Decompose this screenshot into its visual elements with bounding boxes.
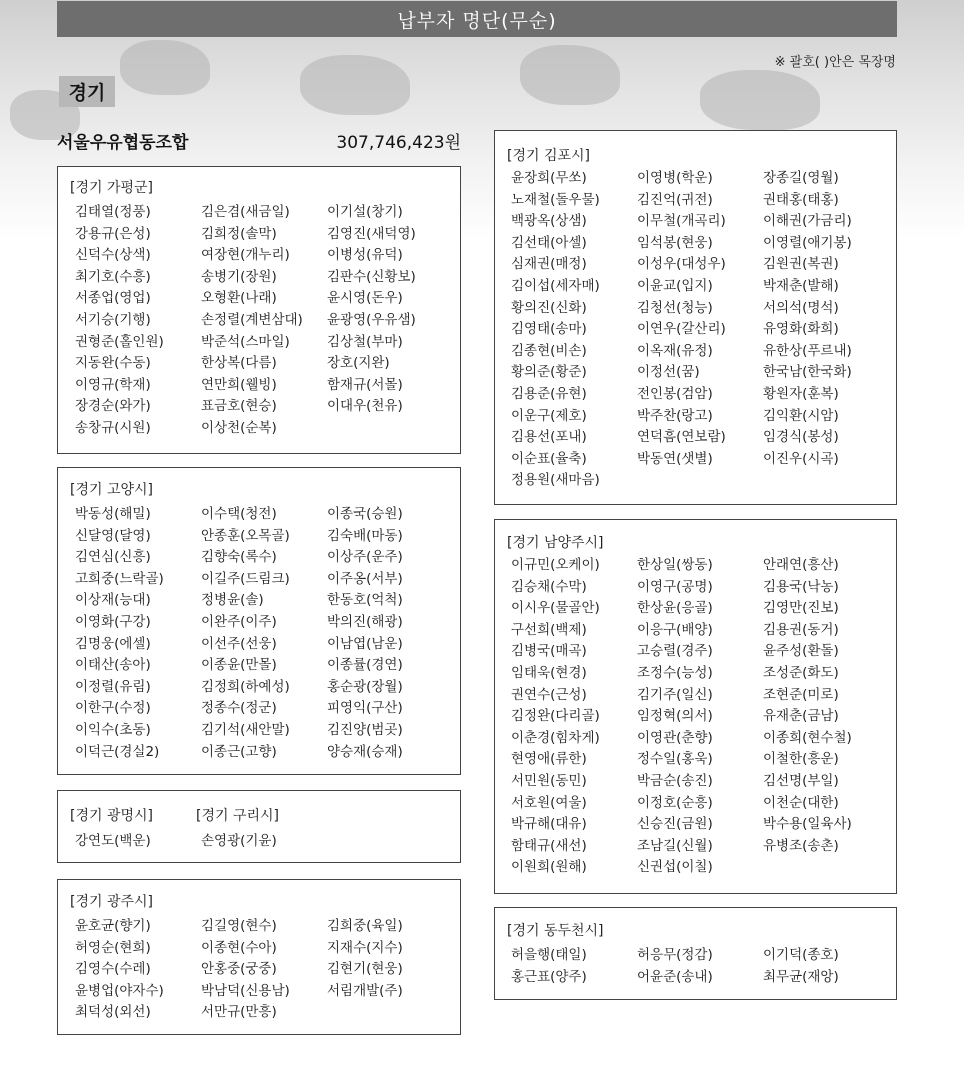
page-title-text: 납부자 명단(무순) [397,9,557,32]
payer-name: 안래연(흥산) [763,557,839,573]
section-gwangju [57,879,461,1035]
payer-name: 이시우(물골안) [511,600,600,617]
payer-name: 김향숙(록수) [201,549,277,566]
payer-name: 권연수(근성) [511,686,587,703]
payer-name: 장경순(와가) [75,398,151,415]
payer-name: 황의진(신화) [511,299,587,316]
payer-name: 김선태(아셀) [511,234,587,251]
section-gapyeong [57,166,461,454]
section-title: [경기 구리시] [196,808,279,824]
payer-name: 최기호(수흥) [75,268,151,285]
payer-name: 김익환(시암) [763,407,839,424]
payer-name: 이운구(제호) [511,407,587,424]
payer-name: 고희중(느락골) [75,570,164,587]
cow-silhouette [300,55,410,115]
payer-name: 이대우(천유) [327,398,403,415]
payer-name: 최무균(재앙) [763,968,839,985]
cow-silhouette [120,40,210,95]
payer-name: 이영구(공명) [637,578,713,595]
payer-name: 이종국(승원) [327,506,403,522]
cow-silhouette [520,45,620,105]
payer-name: 이응구(배양) [637,621,713,638]
payer-name: 표금호(현승) [201,398,277,415]
payer-name: 이종현(수아) [201,939,277,956]
section-title: [경기 김포시] [507,148,590,164]
payer-name: 조남길(신월) [637,837,713,854]
name-list [201,831,327,853]
bracket-note: ※ 괄호( )안은 목장명 [774,55,896,70]
payer-name: 김진억(귀전) [637,191,713,208]
payer-name: 이옥재(유정) [637,342,713,359]
payer-name: 이천순(대한) [763,794,839,811]
cow-silhouette [700,70,820,130]
payer-name: 이영규(학재) [75,376,151,393]
payer-name: 이주옹(서부) [327,570,403,587]
payer-name: 김선명(부일) [763,772,839,789]
payer-name: 박동성(해밀) [75,506,151,522]
payer-name: 김종현(비손) [511,342,587,359]
section-title: [경기 동두천시] [507,923,604,939]
payer-name: 박남덕(신용남) [201,982,290,999]
payer-name: 백광옥(상샘) [511,213,587,230]
payer-name: 조현준(미로) [763,686,839,703]
section-gimpo [494,130,897,505]
payer-name: 권태홍(태홍) [763,191,839,208]
payer-name: 신승진(금원) [637,816,713,833]
section-namyangju [494,519,897,894]
payer-name: 이영병(학운) [637,170,713,186]
name-list [75,504,453,763]
payer-name: 조성준(화도) [763,664,839,681]
section-gwangmyeong-guri [57,790,461,863]
name-list [511,168,889,492]
payer-name: 이상재(능대) [75,592,151,609]
payer-name: 서만규(만흥) [201,1004,277,1021]
section-title: [경기 가평군] [70,180,153,196]
name-list [75,831,201,853]
payer-name: 한상일(쌍동) [637,557,713,573]
payer-name: 이기설(창기) [327,204,403,220]
payer-name: 한국남(한국화) [763,364,852,381]
payer-name: 강연도(백운) [75,833,151,849]
payer-name: 윤광영(우유샘) [327,311,416,328]
payer-name: 김용권(동거) [763,621,839,638]
payer-name: 오형환(나래) [201,290,277,307]
union-summary [57,128,461,153]
payer-name: 노재철(돌우물) [511,191,600,208]
payer-name: 한상복(다름) [201,355,277,372]
payer-name: 이영렬(애기봉) [763,234,852,251]
payer-name: 안홍중(궁중) [201,961,277,978]
page-title [57,1,897,37]
payer-name: 함태규(새선) [511,837,587,854]
payer-name: 김은겸(새금일) [201,204,290,220]
payer-name: 김명웅(에셀) [75,635,151,652]
payer-name: 김숙배(마동) [327,527,403,544]
payer-name: 윤병업(야자수) [75,982,164,999]
payer-name: 김길영(현수) [201,918,277,934]
payer-name: 김정완(다리골) [511,708,600,725]
payer-name: 김승채(수막) [511,578,587,595]
payer-name: 김희중(육일) [327,918,403,934]
payer-name: 박동연(샛별) [637,450,713,467]
region-label: 경기 [59,76,115,107]
payer-name: 김청선(청능) [637,299,713,316]
payer-name: 손정렬(계변삼대) [201,311,303,328]
payer-name: 이선주(선웅) [201,635,277,652]
payer-name: 김용국(낙농) [763,578,839,595]
payer-name: 김원권(복권) [763,256,839,273]
payer-name: 김영태(송마) [511,321,587,338]
payer-name: 홍근표(양주) [511,968,587,985]
payer-name: 최덕성(외선) [75,1004,151,1021]
payer-name: 전인봉(검암) [637,385,713,402]
section-goyang [57,467,461,775]
payer-name: 이영화(구강) [75,613,151,630]
payer-name: 윤시영(돈우) [327,290,403,307]
payer-name: 정수일(홍욱) [637,751,713,768]
payer-name: 이병성(유덕) [327,247,403,264]
payer-name: 신덕수(상색) [75,247,151,264]
payer-name: 서민원(동민) [511,772,587,789]
payer-name: 이진우(시곡) [763,450,839,467]
payer-name: 이종률(경연) [327,657,403,674]
payer-name: 김태열(정풍) [75,204,151,220]
payer-name: 윤장희(무쏘) [511,170,587,186]
payer-name: 이길주(드림크) [201,570,290,587]
payer-name: 박준석(스마일) [201,333,290,350]
payer-name: 임정혁(의서) [637,708,713,725]
payer-name: 이상천(순복) [201,419,277,436]
section-title: [경기 광주시] [70,894,153,910]
payer-name: 이수택(청전) [201,506,277,522]
payer-name: 김희정(솔막) [201,225,277,242]
payer-name: 유한상(푸르내) [763,342,852,359]
payer-name: 유영화(화희) [763,321,839,338]
payer-name: 임태욱(현경) [511,664,587,681]
payer-name: 허응무(정감) [637,947,713,963]
union-name: 서울우유협동조합 [57,133,189,153]
payer-name: 양승재(승재) [327,743,403,760]
payer-name: 김영수(수레) [75,961,151,978]
payer-name: 권형준(홀인원) [75,333,164,350]
section-dongducheon [494,907,897,1000]
payer-name: 김정희(하예성) [201,678,290,695]
payer-name: 김상철(부마) [327,333,403,350]
payer-name: 이종희(현수철) [763,729,852,746]
payer-name: 이성우(대성우) [637,256,726,273]
payer-name: 한상윤(응골) [637,600,713,617]
payer-name: 이철한(흥운) [763,751,839,768]
payer-name: 서호원(여울) [511,794,587,811]
payer-name: 이한구(수정) [75,700,151,717]
payer-name: 장호(지완) [327,355,390,372]
payer-name: 조정수(능성) [637,664,713,681]
payer-name: 안종훈(오목골) [201,527,290,544]
payer-name: 허을행(태일) [511,947,587,963]
payer-name: 김영만(진보) [763,600,839,617]
payer-name: 이무철(개곡리) [637,213,726,230]
name-list [75,916,453,1024]
payer-name: 현영애(류한) [511,751,587,768]
name-list [511,555,889,879]
payer-name: 심재권(매정) [511,256,587,273]
payer-name: 구선희(백제) [511,621,587,638]
payer-name: 이태산(송아) [75,657,151,674]
payer-name: 김이섭(세자매) [511,277,600,294]
payer-name: 서림개발(주) [327,982,403,999]
payer-name: 신달영(달영) [75,527,151,544]
payer-name: 이영관(춘향) [637,729,713,746]
payer-name: 이연우(갈산리) [637,321,726,338]
payer-name: 이익수(초동) [75,721,151,738]
payer-name: 서의석(명석) [763,299,839,316]
payer-name: 서기승(기행) [75,311,151,328]
payer-name: 이덕근(경실2) [75,743,160,760]
payer-name: 강용규(은성) [75,225,151,242]
payer-name: 연만희(웰빙) [201,376,277,393]
payer-name: 황의준(황준) [511,364,587,381]
payer-name: 박재춘(발해) [763,277,839,294]
payer-name: 이순표(율축) [511,450,587,467]
payer-name: 김연심(신흥) [75,549,151,566]
payer-name: 박금순(송진) [637,772,713,789]
payer-name: 이종근(고향) [201,743,277,760]
payer-name: 이윤교(입지) [637,277,713,294]
payer-name: 박의진(해광) [327,613,403,630]
section-title: [경기 고양시] [70,482,153,498]
payer-name: 함재규(서몰) [327,376,403,393]
payer-name: 여장현(개누리) [201,247,290,264]
payer-name: 이정선(꿈) [637,364,700,381]
payer-name: 이정호(순흥) [637,794,713,811]
payer-name: 김기석(새안말) [201,721,290,738]
payer-name: 이기덕(종호) [763,947,839,963]
payer-name: 김진양(범곳) [327,721,403,738]
payer-name: 장종길(영월) [763,170,839,186]
payer-name: 손영광(기윤) [201,833,277,849]
payer-name: 김영진(새덕영) [327,225,416,242]
payer-name: 박주찬(랑고) [637,407,713,424]
payer-name: 임경식(봉성) [763,429,839,446]
payer-name: 송병기(장원) [201,268,277,285]
payer-name: 송창규(시원) [75,419,151,436]
payer-name: 유병조(송촌) [763,837,839,854]
payer-name: 서종업(영업) [75,290,151,307]
payer-name: 김기주(일신) [637,686,713,703]
payer-name: 고승렬(경주) [637,643,713,660]
payer-name: 김용선(포내) [511,429,587,446]
payer-name: 정종수(정군) [201,700,277,717]
payer-name: 유재춘(금남) [763,708,839,725]
payer-name: 윤주성(환돌) [763,643,839,660]
payer-name: 이원희(원해) [511,859,587,876]
payer-name: 정병윤(솔) [201,592,264,609]
payer-name: 김현기(현웅) [327,961,403,978]
payer-name: 홍순광(장월) [327,678,403,695]
payer-name: 김용준(유현) [511,385,587,402]
payer-name: 허영순(현희) [75,939,151,956]
payer-name: 이해권(가금리) [763,213,852,230]
payer-name: 이규민(오케이) [511,557,600,573]
union-amount: 307,746,423원 [336,133,461,153]
payer-name: 이정렬(유림) [75,678,151,695]
payer-name: 지재수(지수) [327,939,403,956]
payer-name: 이상주(운주) [327,549,403,566]
name-list [511,945,889,988]
payer-name: 이남엽(남운) [327,635,403,652]
payer-name: 김판수(신황보) [327,268,416,285]
payer-name: 박규해(대유) [511,816,587,833]
payer-name: 신권섭(이칠) [637,859,713,876]
payer-name: 황원자(훈복) [763,385,839,402]
payer-name: 임석봉(현웅) [637,234,713,251]
payer-name: 지동완(수동) [75,355,151,372]
section-title: [경기 광명시] [70,808,153,824]
section-title: [경기 남양주시] [507,535,604,551]
payer-name: 박수용(일육사) [763,816,852,833]
name-list [75,202,453,440]
payer-name: 어윤준(송내) [637,968,713,985]
payer-name: 이종윤(만몰) [201,657,277,674]
payer-name: 정용원(새마음) [511,472,600,489]
payer-name: 피영익(구산) [327,700,403,717]
payer-name: 한동호(억척) [327,592,403,609]
payer-name: 이춘경(힘차게) [511,729,600,746]
payer-name: 이완주(이주) [201,613,277,630]
payer-name: 연덕흠(연보람) [637,429,726,446]
payer-name: 김병국(매곡) [511,643,587,660]
payer-name: 윤호균(향기) [75,918,151,934]
